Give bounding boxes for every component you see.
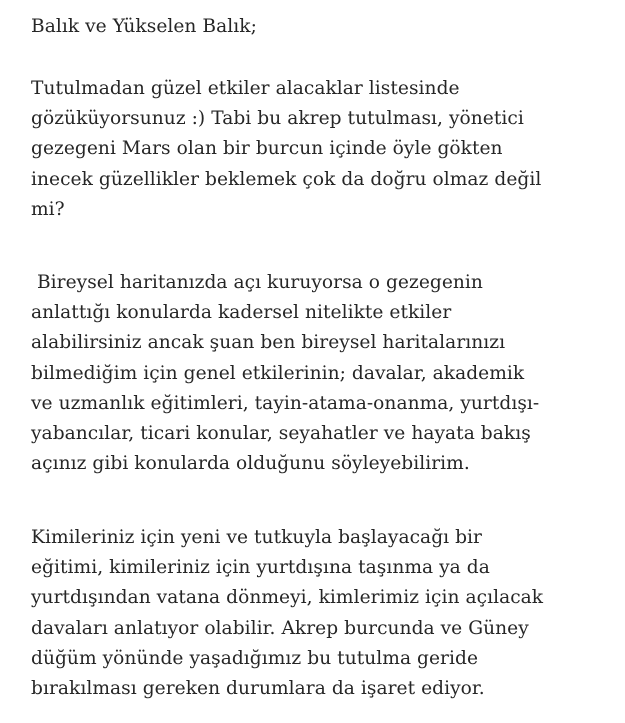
text-line: Kimileriniz için yeni ve tutkuyla başlayacağı bir — [31, 527, 482, 548]
paragraph-2 — [31, 268, 539, 479]
text-line: yabancılar, ticari konular, seyahatler ve hayata bakış — [31, 422, 531, 444]
text-line: davaları anlatıyor olabilir. Akrep burcunda ve Güney — [31, 617, 529, 639]
text-line: düğüm yönünde yaşadığımız bu tutulma geride — [31, 647, 478, 669]
text-line: eğitimi, kimileriniz için yurtdışına taşınma ya da — [31, 557, 490, 579]
text-line: anlattığı konularda kadersel nitelikte etkiler — [31, 302, 452, 324]
paragraph-1 — [31, 74, 541, 225]
text-line: Bireysel haritanızda açı kuruyorsa o gezegenin — [31, 272, 483, 293]
text-line: mi? — [31, 198, 65, 220]
text-line: yurtdışından vatana dönmeyi, kimlerimiz için açılacak — [31, 587, 544, 609]
text-line: gezegeni Mars olan bir burcun içinde öyle gökten — [31, 138, 503, 160]
text-line: inecek güzellikler beklemek çok da doğru olmaz değil — [31, 168, 542, 190]
text-line: alabilirsiniz ancak şuan ben bireysel haritalarınızı — [31, 332, 506, 354]
text-line: bilmediğim için genel etkilerinin; davalar, akademik — [31, 362, 525, 384]
text-line: açınız gibi konularda olduğunu söyleyebilirim. — [31, 453, 470, 475]
paragraph-3 — [31, 523, 543, 704]
paragraph-heading — [31, 12, 257, 42]
text-line: ve uzmanlık eğitimleri, tayin-atama-onanma, yurtdışı- — [31, 392, 540, 414]
text-line: bırakılması gereken durumlara da işaret ediyor. — [31, 677, 485, 699]
text-line: Balık ve Yükselen Balık; — [31, 16, 257, 37]
text-line: gözüküyorsunuz :) Tabi bu akrep tutulması, yönetici — [31, 108, 524, 130]
text-line: Tutulmadan güzel etkiler alacaklar listesinde — [31, 78, 460, 99]
